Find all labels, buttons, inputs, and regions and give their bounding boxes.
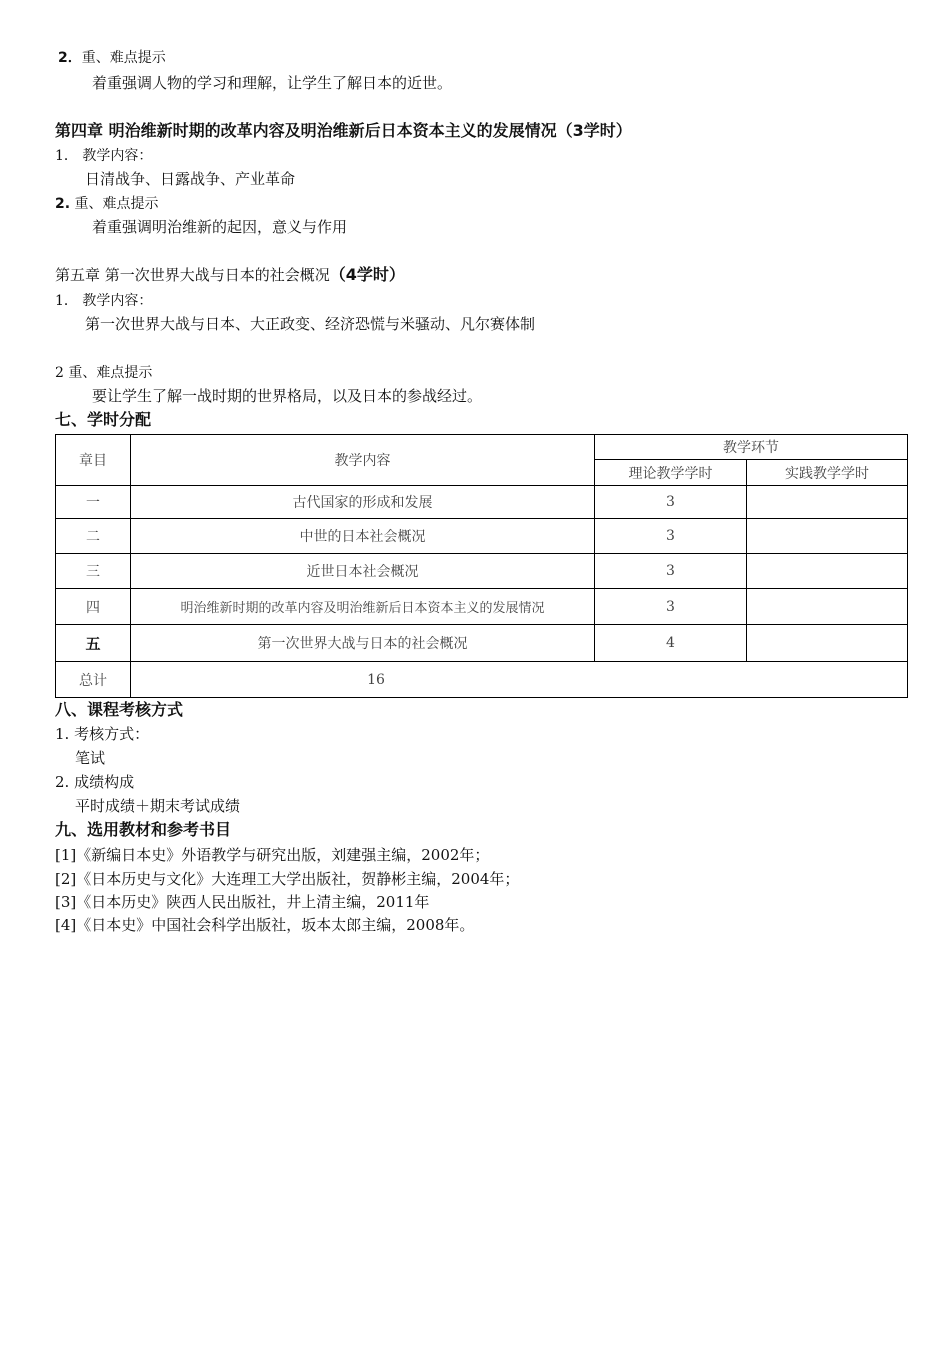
header-content: 教学内容	[131, 435, 595, 486]
chapter5-content-text: 第一次世界大战与日本、大正政变、经济恐慌与米骚动、凡尔赛体制	[85, 315, 536, 333]
row-content: 明治维新时期的改革内容及明治维新后日本资本主义的发展情况	[131, 589, 595, 625]
chapter5-title-text: 第五章 第一次世界大战与日本的社会概况	[55, 266, 330, 284]
chapter5-title	[55, 265, 405, 285]
row-content: 古代国家的形成和发展	[131, 486, 595, 519]
row-theory: 3	[595, 519, 747, 554]
table-row	[56, 589, 908, 625]
hours-table	[55, 434, 908, 698]
key-points-text: 着重强调人物的学习和理解，让学生了解日本的近世。	[92, 74, 453, 92]
table-row	[56, 554, 908, 589]
reference-item: [2]《日本历史与文化》大连理工大学出版社，贺静彬主编，2004年；	[55, 870, 520, 888]
total-label: 总计	[56, 662, 131, 698]
header-theory: 理论教学学时	[595, 460, 747, 486]
row-chapter: 一	[56, 486, 131, 519]
row-content: 第一次世界大战与日本的社会概况	[131, 625, 595, 662]
chapter4-keypoints-text: 着重强调明治维新的起因，意义与作用	[92, 218, 348, 236]
grade-composition-label: 2. 成绩构成	[55, 773, 135, 791]
chapter4-content-text: 日清战争、日露战争、产业革命	[85, 170, 296, 188]
section7-heading: 七、学时分配	[55, 410, 152, 429]
chapter5-keypoints-label: 2 重、难点提示	[55, 365, 153, 381]
table-total-row	[56, 662, 908, 698]
section8-heading: 八、课程考核方式	[55, 700, 184, 719]
header-chapter: 章目	[56, 435, 131, 486]
grade-composition-text: 平时成绩＋期末考试成绩	[75, 797, 241, 815]
table-row	[56, 625, 908, 662]
section9-heading: 九、选用教材和参考书目	[55, 820, 232, 839]
chapter4-content-label: 1． 教学内容：	[55, 148, 153, 164]
row-content: 近世日本社会概况	[131, 554, 595, 589]
header-phase: 教学环节	[595, 435, 908, 460]
row-chapter: 三	[56, 554, 131, 589]
row-practice	[747, 589, 908, 625]
row-chapter: 五	[56, 625, 131, 662]
row-theory: 3	[595, 486, 747, 519]
header-practice: 实践教学学时	[747, 460, 908, 486]
reference-item: [3]《日本历史》陕西人民出版社，井上清主编，2011年	[55, 893, 430, 911]
chapter4-keypoints-label	[55, 194, 159, 214]
assessment-method-text: 笔试	[75, 749, 106, 767]
item-number: 2.	[55, 196, 71, 212]
item-label: 重、难点提示	[81, 50, 166, 66]
row-practice	[747, 625, 908, 662]
row-content: 中世的日本社会概况	[131, 519, 595, 554]
table-row	[56, 486, 908, 519]
chapter5-title-hours: （4学时）	[329, 265, 405, 284]
reference-item: [1]《新编日本史》外语教学与研究出版，刘建强主编，2002年；	[55, 846, 490, 864]
row-practice	[747, 486, 908, 519]
chapter5-content-label: 1． 教学内容：	[55, 293, 153, 309]
row-practice	[747, 519, 908, 554]
chapter5-keypoints-text: 要让学生了解一战时期的世界格局，以及日本的参战经过。	[92, 387, 483, 405]
row-chapter: 四	[56, 589, 131, 625]
row-theory: 3	[595, 554, 747, 589]
table-row	[56, 519, 908, 554]
table-header-row	[56, 435, 908, 460]
total-value: 16	[131, 662, 908, 698]
assessment-method-label: 1. 考核方式：	[55, 725, 150, 743]
key-points-label	[58, 48, 166, 68]
row-chapter: 二	[56, 519, 131, 554]
item-label: 重、难点提示	[74, 196, 159, 212]
row-theory: 4	[595, 625, 747, 662]
chapter4-title: 第四章 明治维新时期的改革内容及明治维新后日本资本主义的发展情况（3学时）	[55, 121, 632, 140]
row-theory: 3	[595, 589, 747, 625]
item-number: 2．	[58, 50, 82, 66]
row-practice	[747, 554, 908, 589]
reference-item: [4]《日本史》中国社会科学出版社，坂本太郎主编，2008年。	[55, 916, 475, 934]
